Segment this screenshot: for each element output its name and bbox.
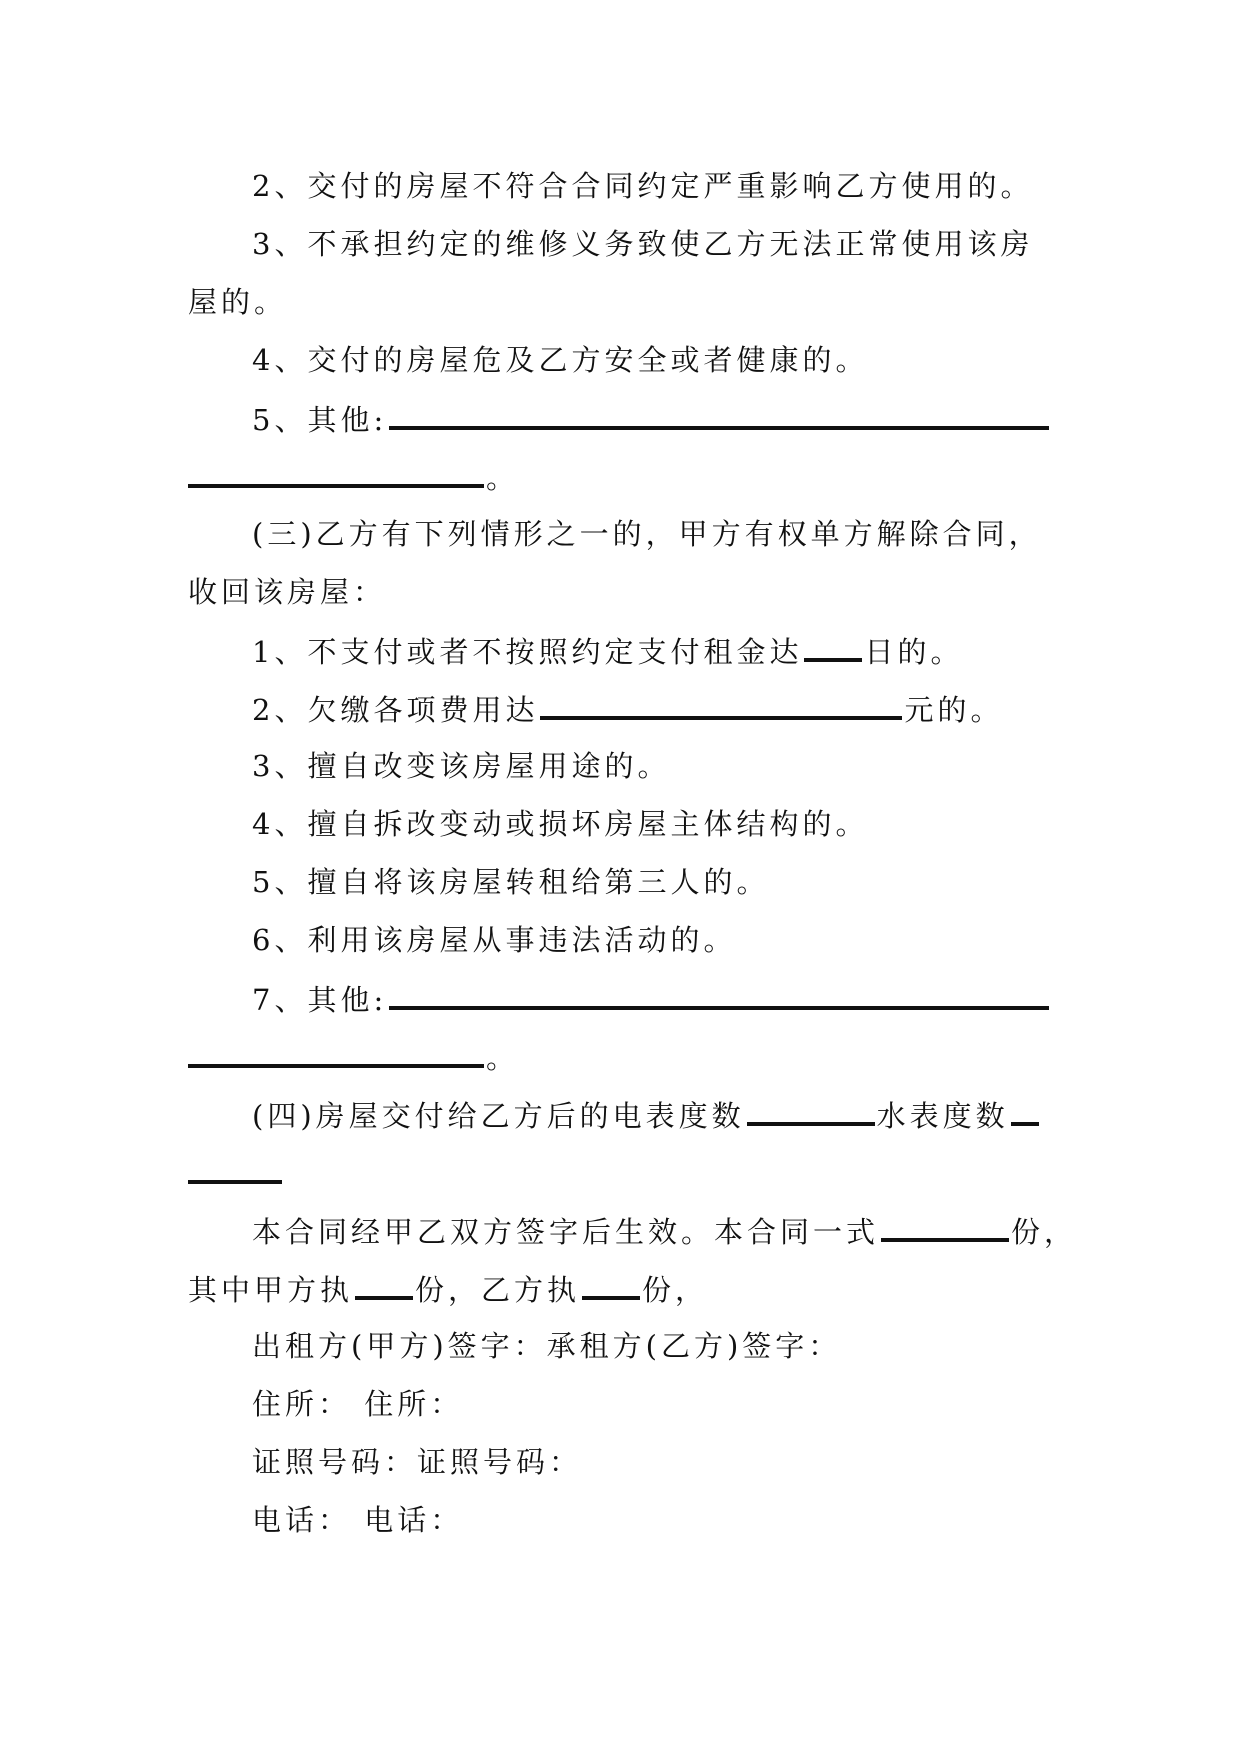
section-heading (252, 516, 1042, 552)
clause-text: (三)乙方有下列情形之一的，甲方有权单方解除合同， (252, 517, 1042, 551)
fill-in-blank[interactable] (540, 690, 902, 720)
clause-text: 4、擅自拆改变动或损坏房屋主体结构的。 (252, 807, 869, 841)
clause-text: 5、擅自将该房屋转租给第三人的。 (252, 865, 770, 899)
id-number-line (252, 1444, 582, 1480)
clause-line (252, 632, 963, 670)
clause-line (188, 284, 287, 320)
clause-text: 其中甲方执 (188, 1273, 354, 1307)
clause-text: 。 (486, 1041, 520, 1075)
clause-line (252, 806, 868, 842)
clause-text: 4、交付的房屋危及乙方安全或者健康的。 (252, 343, 869, 377)
fill-in-blank[interactable] (804, 632, 862, 662)
address-label: 住所： 住所： (252, 1387, 464, 1421)
clause-text: 。 (486, 461, 520, 495)
clause-line (252, 400, 1051, 438)
clause-line (252, 342, 868, 378)
clause-text: 份，乙方执 (415, 1273, 581, 1307)
clause-line (252, 690, 1003, 728)
fill-in-blank[interactable] (389, 980, 1049, 1010)
fill-in-blank[interactable] (188, 1154, 282, 1184)
clause-line (252, 980, 1051, 1018)
clause-text: 3、擅自改变该房屋用途的。 (252, 749, 671, 783)
clause-text: 份， (1011, 1215, 1078, 1249)
clause-line (188, 574, 386, 610)
clause-line (188, 1154, 284, 1192)
signature-line (252, 1328, 841, 1364)
clause-line (188, 1270, 708, 1308)
section-heading (252, 1096, 1041, 1134)
clause-line (188, 1038, 519, 1076)
clause-line (252, 748, 670, 784)
clause-text: 6、利用该房屋从事违法活动的。 (252, 923, 737, 957)
fill-in-blank[interactable] (1011, 1096, 1039, 1126)
clause-text: 份， (642, 1273, 709, 1307)
clause-text: 收回该房屋： (188, 575, 387, 609)
clause-text: (四)房屋交付给乙方后的电表度数 (252, 1099, 745, 1133)
clause-line (252, 864, 769, 900)
signature-label: 出租方(甲方)签字：承租方(乙方)签字： (252, 1329, 842, 1363)
id-number-label: 证照号码：证照号码： (252, 1445, 583, 1479)
clause-text: 1、不支付或者不按照约定支付租金达 (252, 635, 803, 669)
clause-text: 5、其他: (252, 403, 388, 437)
fill-in-blank[interactable] (355, 1270, 413, 1300)
phone-line (252, 1502, 463, 1538)
fill-in-blank[interactable] (188, 1038, 484, 1068)
clause-text: 日的。 (864, 635, 964, 669)
clause-line (188, 458, 519, 496)
clause-text: 本合同经甲乙双方签字后生效。本合同一式 (252, 1215, 880, 1249)
clause-text: 2、交付的房屋不符合合同约定严重影响乙方使用的。 (252, 169, 1034, 203)
clause-text: 7、其他: (252, 983, 388, 1017)
clause-text: 水表度数 (876, 1099, 1009, 1133)
clause-line (252, 1212, 1077, 1250)
clause-line (252, 922, 736, 958)
fill-in-blank[interactable] (582, 1270, 640, 1300)
clause-text: 元的。 (904, 693, 1004, 727)
fill-in-blank[interactable] (188, 458, 484, 488)
clause-text: 屋的。 (188, 285, 288, 319)
clause-line (252, 226, 1033, 262)
fill-in-blank[interactable] (389, 400, 1049, 430)
fill-in-blank[interactable] (747, 1096, 875, 1126)
clause-line (252, 168, 1033, 204)
address-line (252, 1386, 463, 1422)
fill-in-blank[interactable] (881, 1212, 1009, 1242)
clause-text: 3、不承担约定的维修义务致使乙方无法正常使用该房 (252, 227, 1034, 261)
phone-label: 电话： 电话： (252, 1503, 464, 1537)
clause-text: 2、欠缴各项费用达 (252, 693, 539, 727)
